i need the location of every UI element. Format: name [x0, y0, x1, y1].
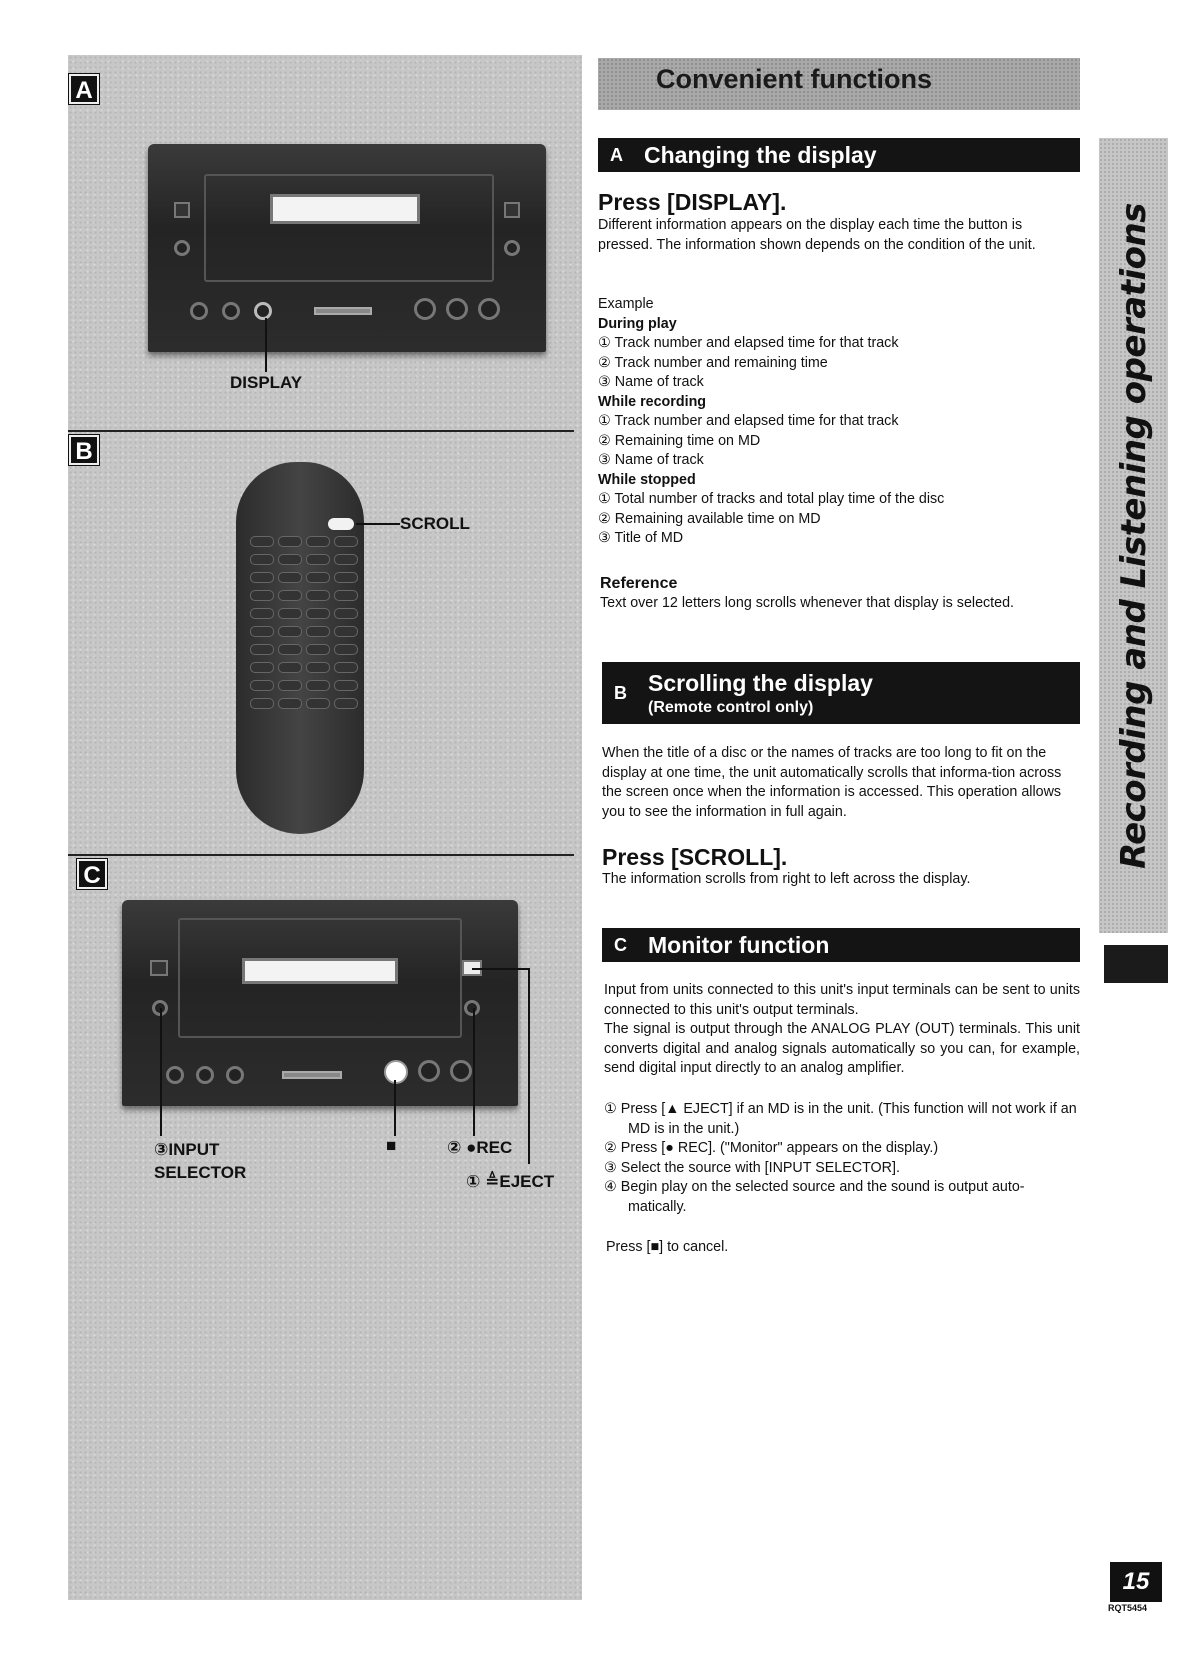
section-b-header	[602, 662, 1080, 724]
eject-callout-v	[528, 968, 530, 1164]
section-a-header	[598, 138, 1080, 172]
left-button	[174, 202, 190, 218]
step-item: ③ Select the source with [INPUT SELECTOR].	[604, 1159, 900, 1176]
button-3	[414, 298, 436, 320]
display-label: DISPLAY	[230, 373, 303, 392]
stop-button	[384, 1060, 408, 1084]
step-item: ④ Begin play on the selected source and the sound is output auto-matically.	[604, 1179, 1025, 1215]
reference-head: Reference	[600, 575, 678, 592]
display-button	[254, 302, 272, 320]
display-callout-line	[265, 318, 267, 372]
section-a-letter: A	[610, 144, 623, 165]
example-label: Example	[598, 296, 654, 312]
remote-control-illustration	[236, 462, 364, 834]
display-window	[270, 194, 420, 224]
side-tab-marker	[1104, 945, 1168, 983]
button-4	[418, 1060, 440, 1082]
stop-label: ■	[386, 1136, 397, 1155]
document-code: RQT5454	[1108, 1603, 1148, 1613]
md-deck-illustration-c	[122, 900, 518, 1106]
left-knob	[174, 240, 190, 256]
page-number: 15	[1110, 1562, 1162, 1602]
section-c-title: Monitor function	[648, 931, 830, 958]
button-1	[190, 302, 208, 320]
step-item: ② Press [● REC]. ("Monitor" appears on the display.)	[604, 1140, 939, 1156]
list-item: ② Remaining time on MD	[598, 432, 761, 449]
button-5	[450, 1060, 472, 1082]
left-button	[150, 960, 168, 976]
press-scroll-heading: Press [SCROLL].	[602, 844, 788, 870]
scroll-key	[328, 518, 354, 530]
button-1	[166, 1066, 184, 1084]
section-c-marker: C	[77, 859, 107, 889]
section-b-marker: B	[69, 435, 99, 465]
list-item: ① Track number and elapsed time for that track	[598, 413, 899, 429]
button-2	[196, 1066, 214, 1084]
section-b-title: Scrolling the display	[648, 669, 873, 696]
section-b-subtitle: (Remote control only)	[648, 698, 814, 716]
while-stopped-head: While stopped	[598, 471, 696, 488]
section-a-marker: A	[69, 74, 99, 104]
intro-paragraph-1: Input from units connected to this unit's input terminals can be sent to units connected to this unit's output terminals.	[604, 982, 1080, 1018]
cancel-text: Press [■] to cancel.	[606, 1239, 729, 1255]
step-item: ① Press [▲ EJECT] if an MD is in the unit. (This function will not work if an MD is in the unit.)	[604, 1101, 1077, 1137]
side-tab-label: Recording and Listening operations	[1113, 202, 1154, 869]
divider-ab	[68, 430, 574, 432]
input-selector-callout	[160, 1008, 162, 1136]
section-b-intro: When the title of a disc or the names of tracks are too long to fit on the display at one time, the unit automatically scrolls that informa-tion across the screen once when the information is accessed. This operation allows you to see the information in full again.	[602, 745, 1062, 820]
button-5	[478, 298, 500, 320]
right-knob	[504, 240, 520, 256]
press-display-heading: Press [DISPLAY].	[598, 189, 787, 215]
button-4	[446, 298, 468, 320]
section-c-letter: C	[614, 934, 627, 955]
list-item: ③ Name of track	[598, 374, 704, 390]
button-2	[222, 302, 240, 320]
eject-callout-h	[472, 968, 530, 970]
list-item: ② Remaining available time on MD	[598, 510, 821, 527]
section-c-intro	[604, 981, 1080, 1079]
disc-slot	[314, 307, 372, 315]
during-play-head: During play	[598, 315, 677, 332]
scroll-label: SCROLL	[400, 514, 470, 533]
reference-block	[600, 574, 1082, 613]
list-item: ① Total number of tracks and total play time of the disc	[598, 491, 945, 507]
front-panel	[204, 174, 494, 282]
eject-label: ① ≜EJECT	[466, 1172, 555, 1191]
section-b-letter: B	[614, 682, 627, 703]
section-a-intro: Different information appears on the display each time the button is pressed. The information shown depends on the condition of the unit.	[598, 217, 1036, 253]
list-item: ① Track number and elapsed time for that track	[598, 335, 899, 351]
press-scroll-text: The information scrolls from right to left across the display.	[602, 871, 971, 887]
section-a-examples	[598, 295, 1080, 549]
rec-knob	[464, 1000, 480, 1016]
button-3	[226, 1066, 244, 1084]
divider-bc	[68, 854, 574, 856]
scroll-callout-line	[356, 523, 400, 525]
md-deck-illustration-a	[148, 144, 546, 352]
reference-text: Text over 12 letters long scrolls whenever that display is selected.	[600, 594, 1015, 611]
side-tab	[1099, 138, 1168, 933]
page-title: Convenient functions	[656, 64, 932, 94]
display-window	[242, 958, 398, 984]
rec-callout	[473, 1008, 475, 1136]
section-c-header	[602, 928, 1080, 962]
intro-paragraph-2: The signal is output through the ANALOG PLAY (OUT) terminals. This unit converts digital and analog signals automatically so you can, for example, send digital input directly to an analog amplifier.	[604, 1021, 1080, 1076]
list-item: ② Track number and remaining time	[598, 354, 828, 371]
input-selector-label: ③INPUT SELECTOR	[154, 1140, 247, 1182]
right-button	[504, 202, 520, 218]
list-item: ③ Name of track	[598, 452, 704, 468]
disc-slot	[282, 1071, 342, 1079]
page-title-bar	[598, 58, 1080, 110]
section-a-title: Changing the display	[644, 141, 877, 168]
rec-label: ② ●REC	[447, 1138, 513, 1157]
stop-callout	[394, 1080, 396, 1136]
list-item: ③ Title of MD	[598, 530, 684, 546]
while-recording-head: While recording	[598, 393, 707, 410]
section-c-steps	[604, 1100, 1080, 1217]
